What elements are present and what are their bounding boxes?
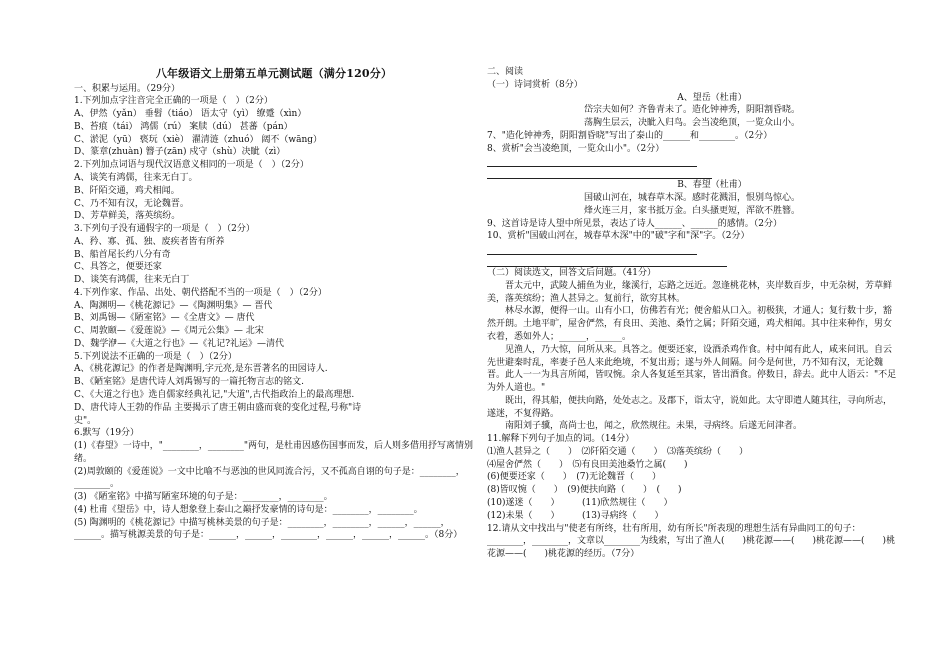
text-line: 一、积累与运用。（29分） [74, 83, 180, 94]
poem-b-title: B、春望（杜甫） [677, 180, 747, 191]
question-11-items [487, 446, 897, 523]
text-line: (5) 陶渊明的《桃花源记》中描写桃林美景的句子是：________，________，______，______，______。描写桃源美景的句子是：______，______，________，______，______，______。（8分） [74, 517, 463, 541]
text-line: ⑷屋舍俨然（ ） ⑸有良田美池桑竹之属( ) [487, 459, 688, 470]
text-line: D、芳草鲜美，落英缤纷。 [74, 211, 181, 222]
poem-a-line: 岱宗夫如何？齐鲁青未了。造化钟神秀，阴阳割昏晓。 [583, 105, 800, 116]
text-line: 史"。 [74, 415, 97, 426]
text-line: (8)皆叹惋（ ） (9)便扶向路（ ） ( ) [487, 485, 682, 496]
question-9: 9、这首诗是诗人望中所见景，表达了诗人______、______的感情。（2分） [487, 218, 782, 229]
text-line: 见渔人，乃大惊，问所从来。具答之。便要还家，设酒杀鸡作食。村中闻有此人，咸来问讯。自云先世避秦时乱，率妻子邑人来此绝境，不复出焉；遂与外人间隔。问今是何世，乃不知有汉，无论魏晋。此人一一为具言所闻，皆叹惋。余人各复延至其家，皆出酒食。停数日，辞去。此中人语云："不足为外人道也。" [487, 344, 897, 394]
question-7: 7、"造化钟神秀，阴阳割昏晓"写出了泰山的______和________。（2分） [487, 130, 773, 141]
text-line: (1)《春望》一诗中，"________，________"两句，是杜甫因感伤国事而发，后人则多借用抒写离情别绪。 [74, 441, 474, 464]
text-line: B、苔痕（tái） 鸿儒（rú） 案牍（dú） 甚蕃（pán） [74, 121, 293, 132]
text-line: (6)便要还家（ ） (7)无论魏晋（ ） [487, 472, 661, 483]
text-line: (3) 《陋室铭》中描写陋室环境的句子是：________，________。 [74, 492, 333, 503]
text-line: (12)未果（ ） (13)寻病终（ ） [487, 510, 664, 521]
text-line: D、篆章(zhuàn) 簪子(zān) 戍守（shù）决眦（zì） [74, 147, 286, 158]
text-line: C、周敦颐—《爱莲说》—《周元公集》— 北宋 [74, 326, 264, 337]
poem-a-title: A、望岳（杜甫） [677, 92, 747, 103]
poem-b-line: 烽火连三月，家书抵万金。白头搔更短，浑欲不胜簪。 [583, 205, 800, 216]
text-line: 晋太元中，武陵人捕鱼为业，缘溪行，忘路之远近。忽逢桃花林，夹岸数百步，中无杂树，芳草鲜美，落英缤纷；渔人甚异之。复前行，欲穷其林。 [487, 280, 893, 304]
poem-section-heading: （一）诗词赏析（8分） [487, 79, 583, 90]
text-line: A、《桃花源记》的作者是陶渊明,字元亮,是东晋著名的田园诗人. [74, 364, 328, 375]
text-line: D、唐代诗人王勃的作品 主要揭示了唐王朝由盛而衰的变化过程,号称"诗 [74, 402, 362, 413]
text-line: (4) 杜甫《望岳》中，诗人想象登上泰山之巅抒发豪情的诗句是：________，________。 [74, 504, 423, 515]
text-line: C、乃不知有汉，无论魏晋。 [74, 198, 189, 209]
reading-section-heading: 二、阅读 [487, 67, 524, 77]
left-content [74, 83, 474, 543]
text-line: D、谈笑有鸿儒，往来无白丁 [74, 275, 190, 286]
question-10: 10、赏析"国破山河在，城春草木深"中的"破"字和"深"字。（2分） [487, 231, 750, 242]
text-line: B、刘禹锡—《陋室铭》—《全唐文》— 唐代 [74, 313, 255, 324]
text-line: B、《陋室铭》是唐代诗人刘禹锡写的一篇托物言志的铭文. [74, 377, 304, 388]
passage-section-heading: （二）阅读选文，回答文后问题。（41分） [487, 268, 656, 279]
text-line: (10)遂迷（ ） (11)欣然规往（ ） [487, 497, 673, 508]
answer-line[interactable] [487, 243, 697, 255]
poem-a-line: 荡胸生层云，决眦入归鸟。会当凌绝顶，一览众山小。 [583, 118, 800, 129]
right-column [487, 66, 897, 561]
answer-line[interactable] [487, 167, 712, 179]
left-column [74, 66, 474, 542]
text-line: B、阡陌交通，鸡犬相闻。 [74, 185, 180, 196]
text-line: 6.默写（19分） [74, 428, 140, 439]
text-line: C、《大道之行也》选自儒家经典礼记,"大道",古代指政治上的最高理想. [74, 389, 355, 400]
text-line: 既出，得其船，便扶向路，处处志之。及郡下，诣太守，说如此。太守即遣人随其往，寻向所志，遂迷，不复得路。 [487, 395, 893, 419]
passage-text [487, 280, 897, 433]
text-line: (2)周敦颐的《爱莲说》一文中比喻不与恶浊的世风同流合污，又不孤高自诩的句子是：________，________。 [74, 466, 465, 490]
text-line: 2.下列加点词语与现代汉语意义相同的一项是（ ）（2分） [74, 160, 309, 171]
text-line: 1.下列加点字注音完全正确的一项是（ ）（2分） [74, 96, 273, 107]
text-line: 5.下列说法不正确的一项是（ ）（2分） [74, 351, 237, 362]
text-line: C、淤泥（yū） 亵玩（xiè） 濯清涟（zhuó） 阔不（wāng） [74, 134, 323, 145]
answer-line[interactable] [487, 155, 697, 167]
text-line: C、具答之，便要还家 [74, 262, 162, 273]
text-line: D、魏学洢—《大道之行也》—《礼记?礼运》—清代 [74, 338, 285, 349]
text-line: A、陶渊明—《桃花源记》—《陶渊明集》— 晋代 [74, 300, 273, 311]
text-line: 林尽水源，便得一山。山有小口，仿佛若有光；便舍船从口入。初极狭，才通人；复行数十步，豁然开朗。土地平旷，屋舍俨然，有良田、美池、桑竹之属；阡陌交通，鸡犬相闻。其中往来种作，男女衣着，悉如外人；______，______。 [487, 306, 893, 343]
text-line: 3.下列句子没有通假字的一项是（ ）（2分） [74, 224, 255, 235]
text-line: 4.下列作家、作品、出处、朝代搭配不当的一项是（ ）（2分） [74, 287, 327, 298]
text-line: A、谈笑有鸿儒，往来无白丁。 [74, 172, 198, 183]
text-line: A、矜、寡、孤、独、废疾者皆有所养 [74, 236, 225, 247]
question-8: 8、赏析"会当凌绝顶，一览众山小"。（2分） [487, 143, 665, 154]
question-11: 11.解释下列句子加点的词。（14分） [487, 434, 635, 445]
poem-b-line: 国破山河在，城春草木深。感时花溅泪，恨别鸟惊心。 [583, 193, 800, 204]
question-12: 12.请从文中找出与"使老有所终，壮有所用，幼有所长"所表现的理想生活有异曲同工的句子：________，________，文章以________为线索，写出了渔人( )桃花源——( )桃花源——( )桃花源——( )桃花源的经历。（7分） [487, 523, 896, 560]
text-line: 南阳刘子骥，高尚士也，闻之，欣然规往。未果，寻病终。后遂无问津者。 [505, 421, 803, 432]
answer-line[interactable] [487, 255, 727, 267]
text-line: ⑴渔人甚异之（ ） ⑵阡陌交通（ ） ⑶落英缤纷（ ） [487, 446, 749, 457]
text-line: A、伊然（yǎn） 垂髫（tiáo） 语太守（yì） 缭蹙（xìn） [74, 109, 307, 120]
text-line: B、船首尾长约八分有奇 [74, 249, 171, 260]
page-title: 八年级语文上册第五单元测试题（满分120分） [155, 67, 393, 80]
